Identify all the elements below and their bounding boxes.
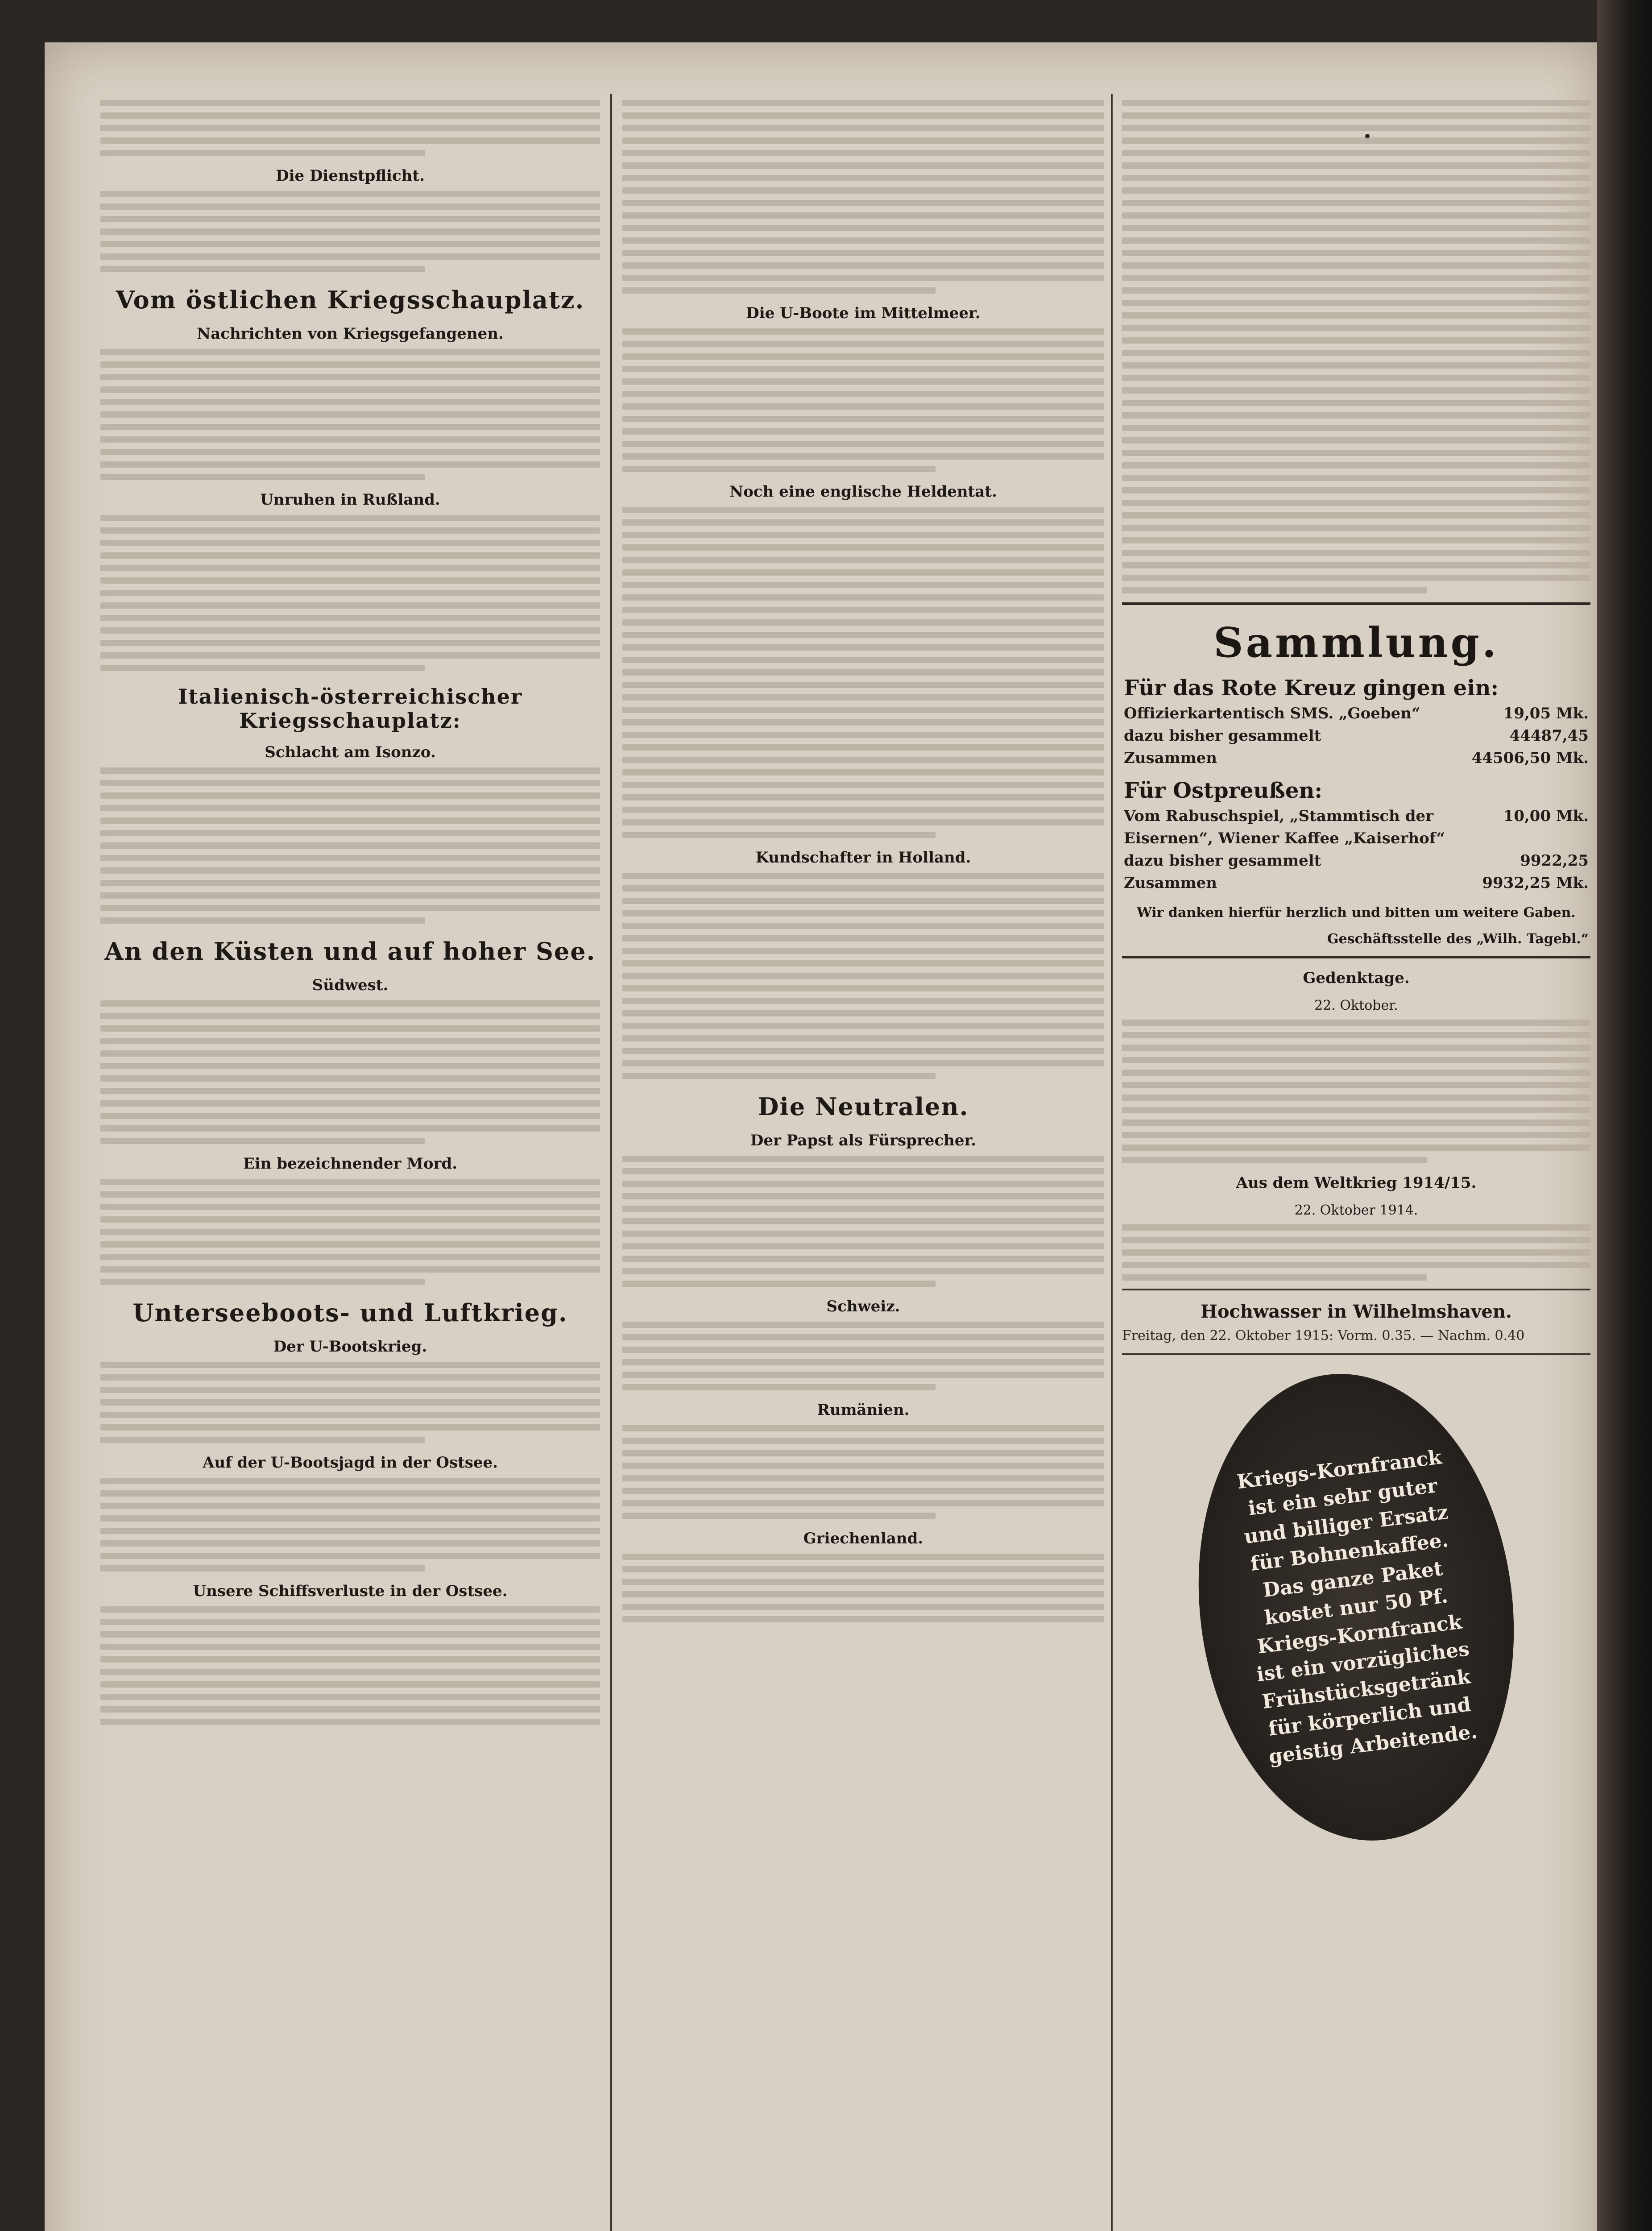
op-row-2: dazu bisher gesammelt 9922,25 [1124,852,1589,870]
subheading-ubootskrieg: Der U-Bootskrieg. [273,1338,427,1356]
hochwasser-heading: Hochwasser in Wilhelmshaven. [1201,1301,1512,1322]
sammlung-box [1122,602,1590,958]
heading-rumaenien: Rumänien. [817,1401,910,1419]
kornfranck-advertisement [1173,1356,1540,1858]
heading-unterseeboots-luftkrieg: Unterseeboots- und Luftkrieg. [132,1298,568,1327]
heading-neutralen: Die Neutralen. [758,1092,969,1121]
subheading-kriegsgefangene: Nachrichten von Kriegsgefangenen. [197,325,504,343]
heading-schweiz: Schweiz. [826,1298,900,1315]
weltkrieg-heading: Aus dem Weltkrieg 1914/15. [1236,1174,1477,1192]
column-3 [1122,94,1590,2231]
heading-dienstpflicht: Die Dienstpflicht. [276,167,425,185]
subheading-isonzo: Schlacht am Isonzo. [265,743,436,761]
heading-mord: Ein bezeichnender Mord. [243,1155,458,1173]
scan-binding-edge [1597,0,1652,2231]
hochwasser-line: Freitag, den 22. Oktober 1915: Vorm. 0.35. — Nachm. 0.40 [1122,1328,1525,1344]
geschaeftsstelle-line: Geschäftsstelle des „Wilh. Tagebl.“ [1327,931,1589,947]
heading-griechenland: Griechenland. [803,1530,923,1547]
ostpreussen-heading: Für Ostpreußen: [1124,778,1323,803]
subheading-suedwest: Südwest. [312,976,389,994]
scan-speck [1365,134,1370,138]
heading-ubootsjagd: Auf der U-Bootsjagd in der Ostsee. [203,1454,498,1472]
heading-oestlicher-kriegsschauplatz: Vom östlichen Kriegsschauplatz. [116,286,585,314]
heading-heldentat: Noch eine englische Heldentat. [729,483,997,501]
op-row-1: Vom Rabuschspiel, „Stammtisch der Eisernen“, Wiener Kaffee „Kaiserhof“ 10,00 Mk. [1124,807,1589,847]
danke-line: Wir danken hierfür herzlich und bitten um weitere Gaben. [1137,905,1576,921]
heading-kundschafter: Kundschafter in Holland. [755,849,971,867]
rk-row-2: dazu bisher gesammelt 44487,45 [1124,727,1589,745]
heading-kuesten-see: An den Küsten und auf hoher See. [104,937,596,966]
heading-unruhen: Unruhen in Rußland. [260,491,440,509]
gedenktage-heading: Gedenktage. [1303,969,1410,987]
gedenktage-date: 22. Oktober. [1314,998,1398,1013]
column-rule-2 [1111,94,1113,2231]
column-2 [622,94,1104,2231]
heading-uboote-mittelmeer: Die U-Boote im Mittelmeer. [746,304,981,322]
subheading-papst: Der Papst als Fürsprecher. [750,1132,977,1149]
rk-row-total: Zusammen 44506,50 Mk. [1124,749,1589,767]
op-row-total: Zusammen 9932,25 Mk. [1124,874,1589,892]
rk-row-1: Offizierkartentisch SMS. „Goeben“ 19,05 Mk. [1124,705,1589,722]
column-rule-1 [610,94,612,2231]
heading-schiffsverluste: Unsere Schiffsverluste in der Ostsee. [193,1582,508,1600]
kornfranck-ad-text: Kriegs-Kornfranck ist ein sehr guter und billiger Ersatz für Bohnenkaffee. Das ganze Paket kostet nur 50 Pf. Kriegs-Kornfranck ist ein vorzügliches Frühstücksgetränk für körperlich und geistig Arbeitende. [1235,1446,1479,1769]
weltkrieg-date: 22. Oktober 1914. [1294,1203,1418,1218]
sammlung-title: Sammlung. [1213,618,1499,667]
column-1 [100,94,600,2231]
rotes-kreuz-heading: Für das Rote Kreuz gingen ein: [1124,676,1499,701]
heading-italienischer-kriegsschauplatz: Italienisch-österreichischer Kriegsschauplatz: [178,684,523,733]
